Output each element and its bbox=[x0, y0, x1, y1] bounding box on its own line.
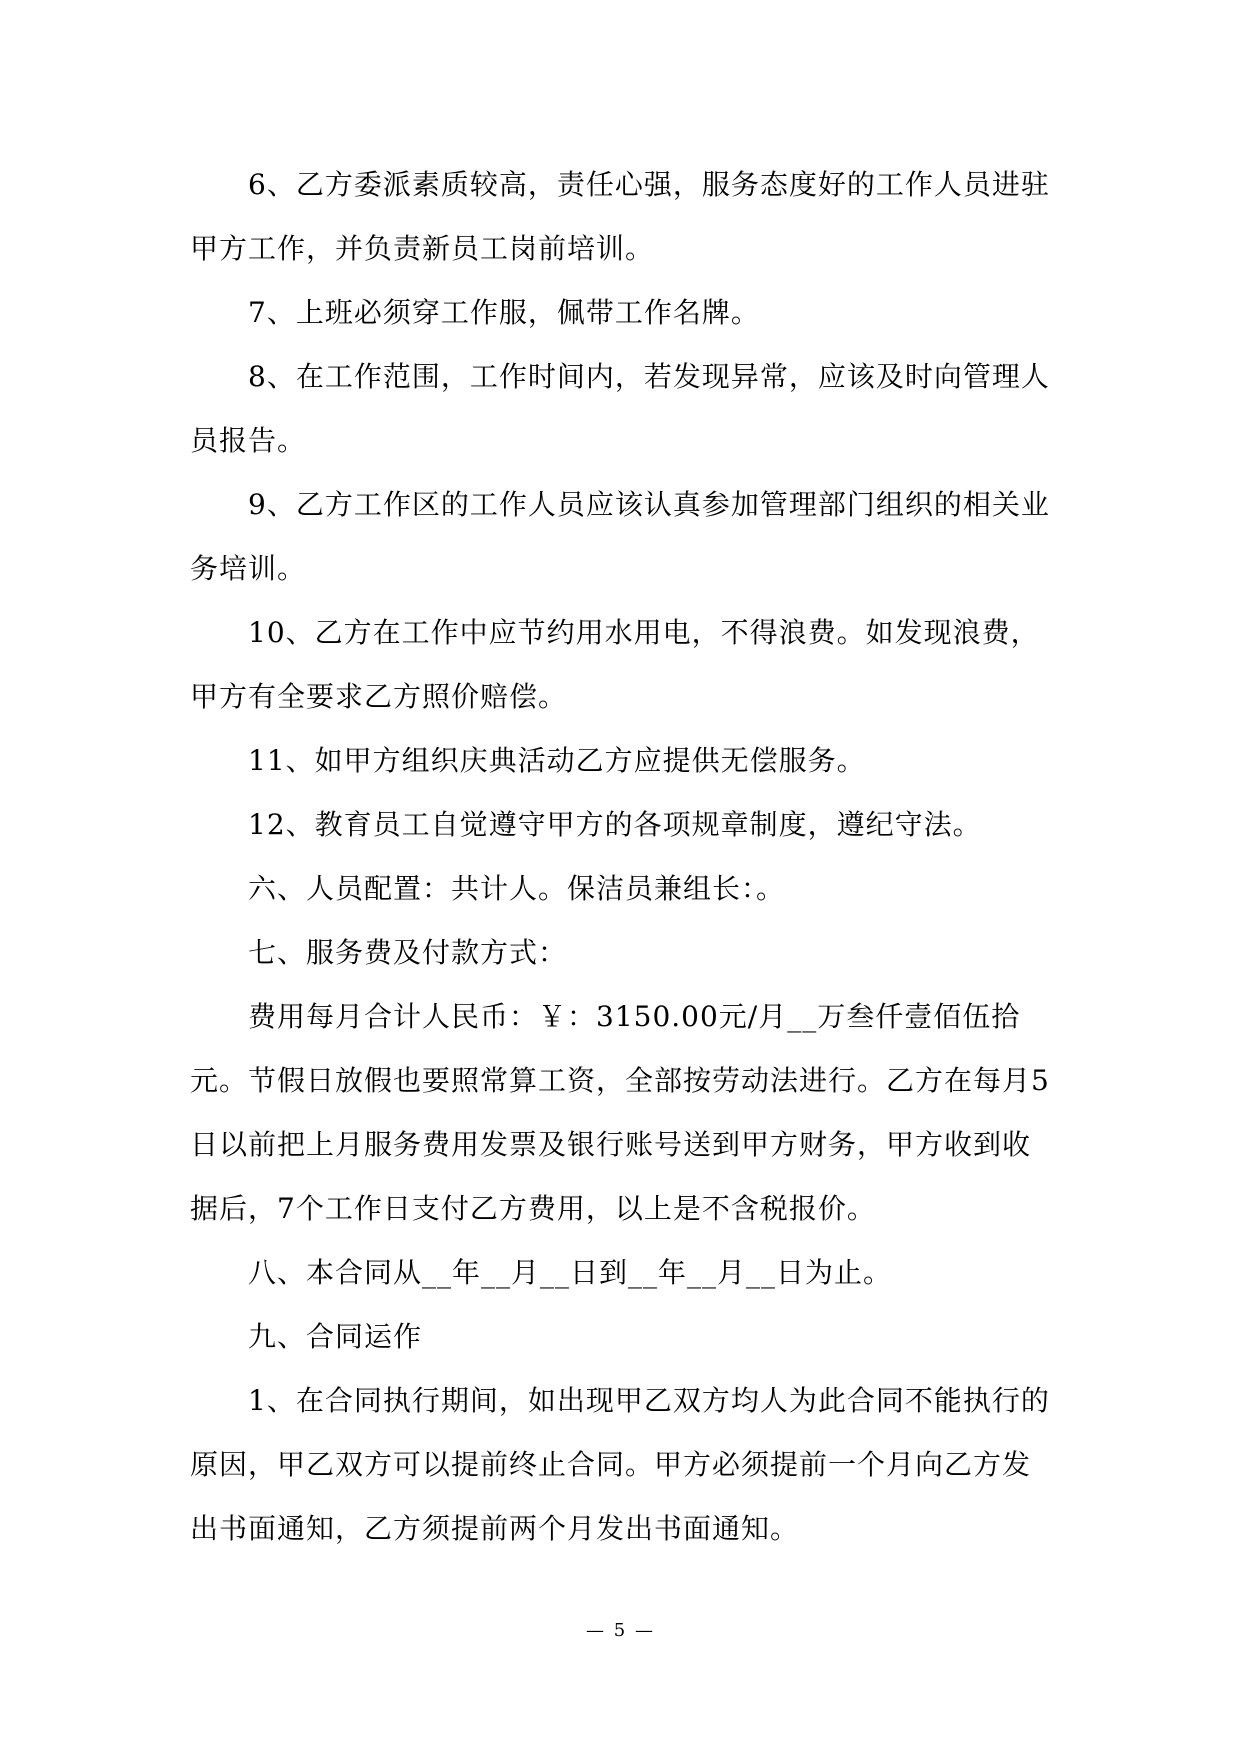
page-number: — 5 — bbox=[586, 1620, 655, 1641]
paragraph-item-9: 9、乙方工作区的工作人员应该认真参加管理部门组织的相关业务培训。 bbox=[190, 488, 1050, 585]
paragraph-item-11: 11、如甲方组织庆典活动乙方应提供无偿服务。 bbox=[248, 744, 866, 777]
paragraph-item-6: 6、乙方委派素质较高，责任心强，服务态度好的工作人员进驻甲方工作，并负责新员工岗前培训。 bbox=[190, 168, 1050, 265]
section-heading-term: 八、本合同从__年__月__日到__年__月__日为止。 bbox=[248, 1256, 893, 1289]
paragraph-item-8: 8、在工作范围，工作时间内，若发现异常，应该及时向管理人员报告。 bbox=[190, 360, 1050, 457]
paragraph-item-7: 7、上班必须穿工作服，佩带工作名牌。 bbox=[248, 296, 760, 329]
section-heading-fees: 七、服务费及付款方式： bbox=[248, 936, 568, 969]
paragraph-operation-1: 1、在合同执行期间，如出现甲乙双方均人为此合同不能执行的原因，甲乙双方可以提前终止合同。甲方必须提前一个月向乙方发出书面通知，乙方须提前两个月发出书面通知。 bbox=[190, 1384, 1050, 1545]
document-body bbox=[190, 153, 1050, 1561]
section-heading-staffing: 六、人员配置：共计人。保洁员兼组长：。 bbox=[248, 872, 786, 905]
paragraph-item-12: 12、教育员工自觉遵守甲方的各项规章制度，遵纪守法。 bbox=[248, 808, 982, 841]
paragraph-fee-details: 费用每月合计人民币：￥：3150.00元/月__万叁仟壹佰伍拾元。节假日放假也要照常算工资，全部按劳动法进行。乙方在每月5日以前把上月服务费用发票及银行账号送到甲方财务，甲方收到收据后，7个工作日支付乙方费用，以上是不含税报价。 bbox=[190, 1000, 1050, 1225]
paragraph-item-10: 10、乙方在工作中应节约用水用电，不得浪费。如发现浪费，甲方有全要求乙方照价赔偿。 bbox=[190, 616, 1040, 713]
section-heading-operation: 九、合同运作 bbox=[248, 1320, 423, 1353]
